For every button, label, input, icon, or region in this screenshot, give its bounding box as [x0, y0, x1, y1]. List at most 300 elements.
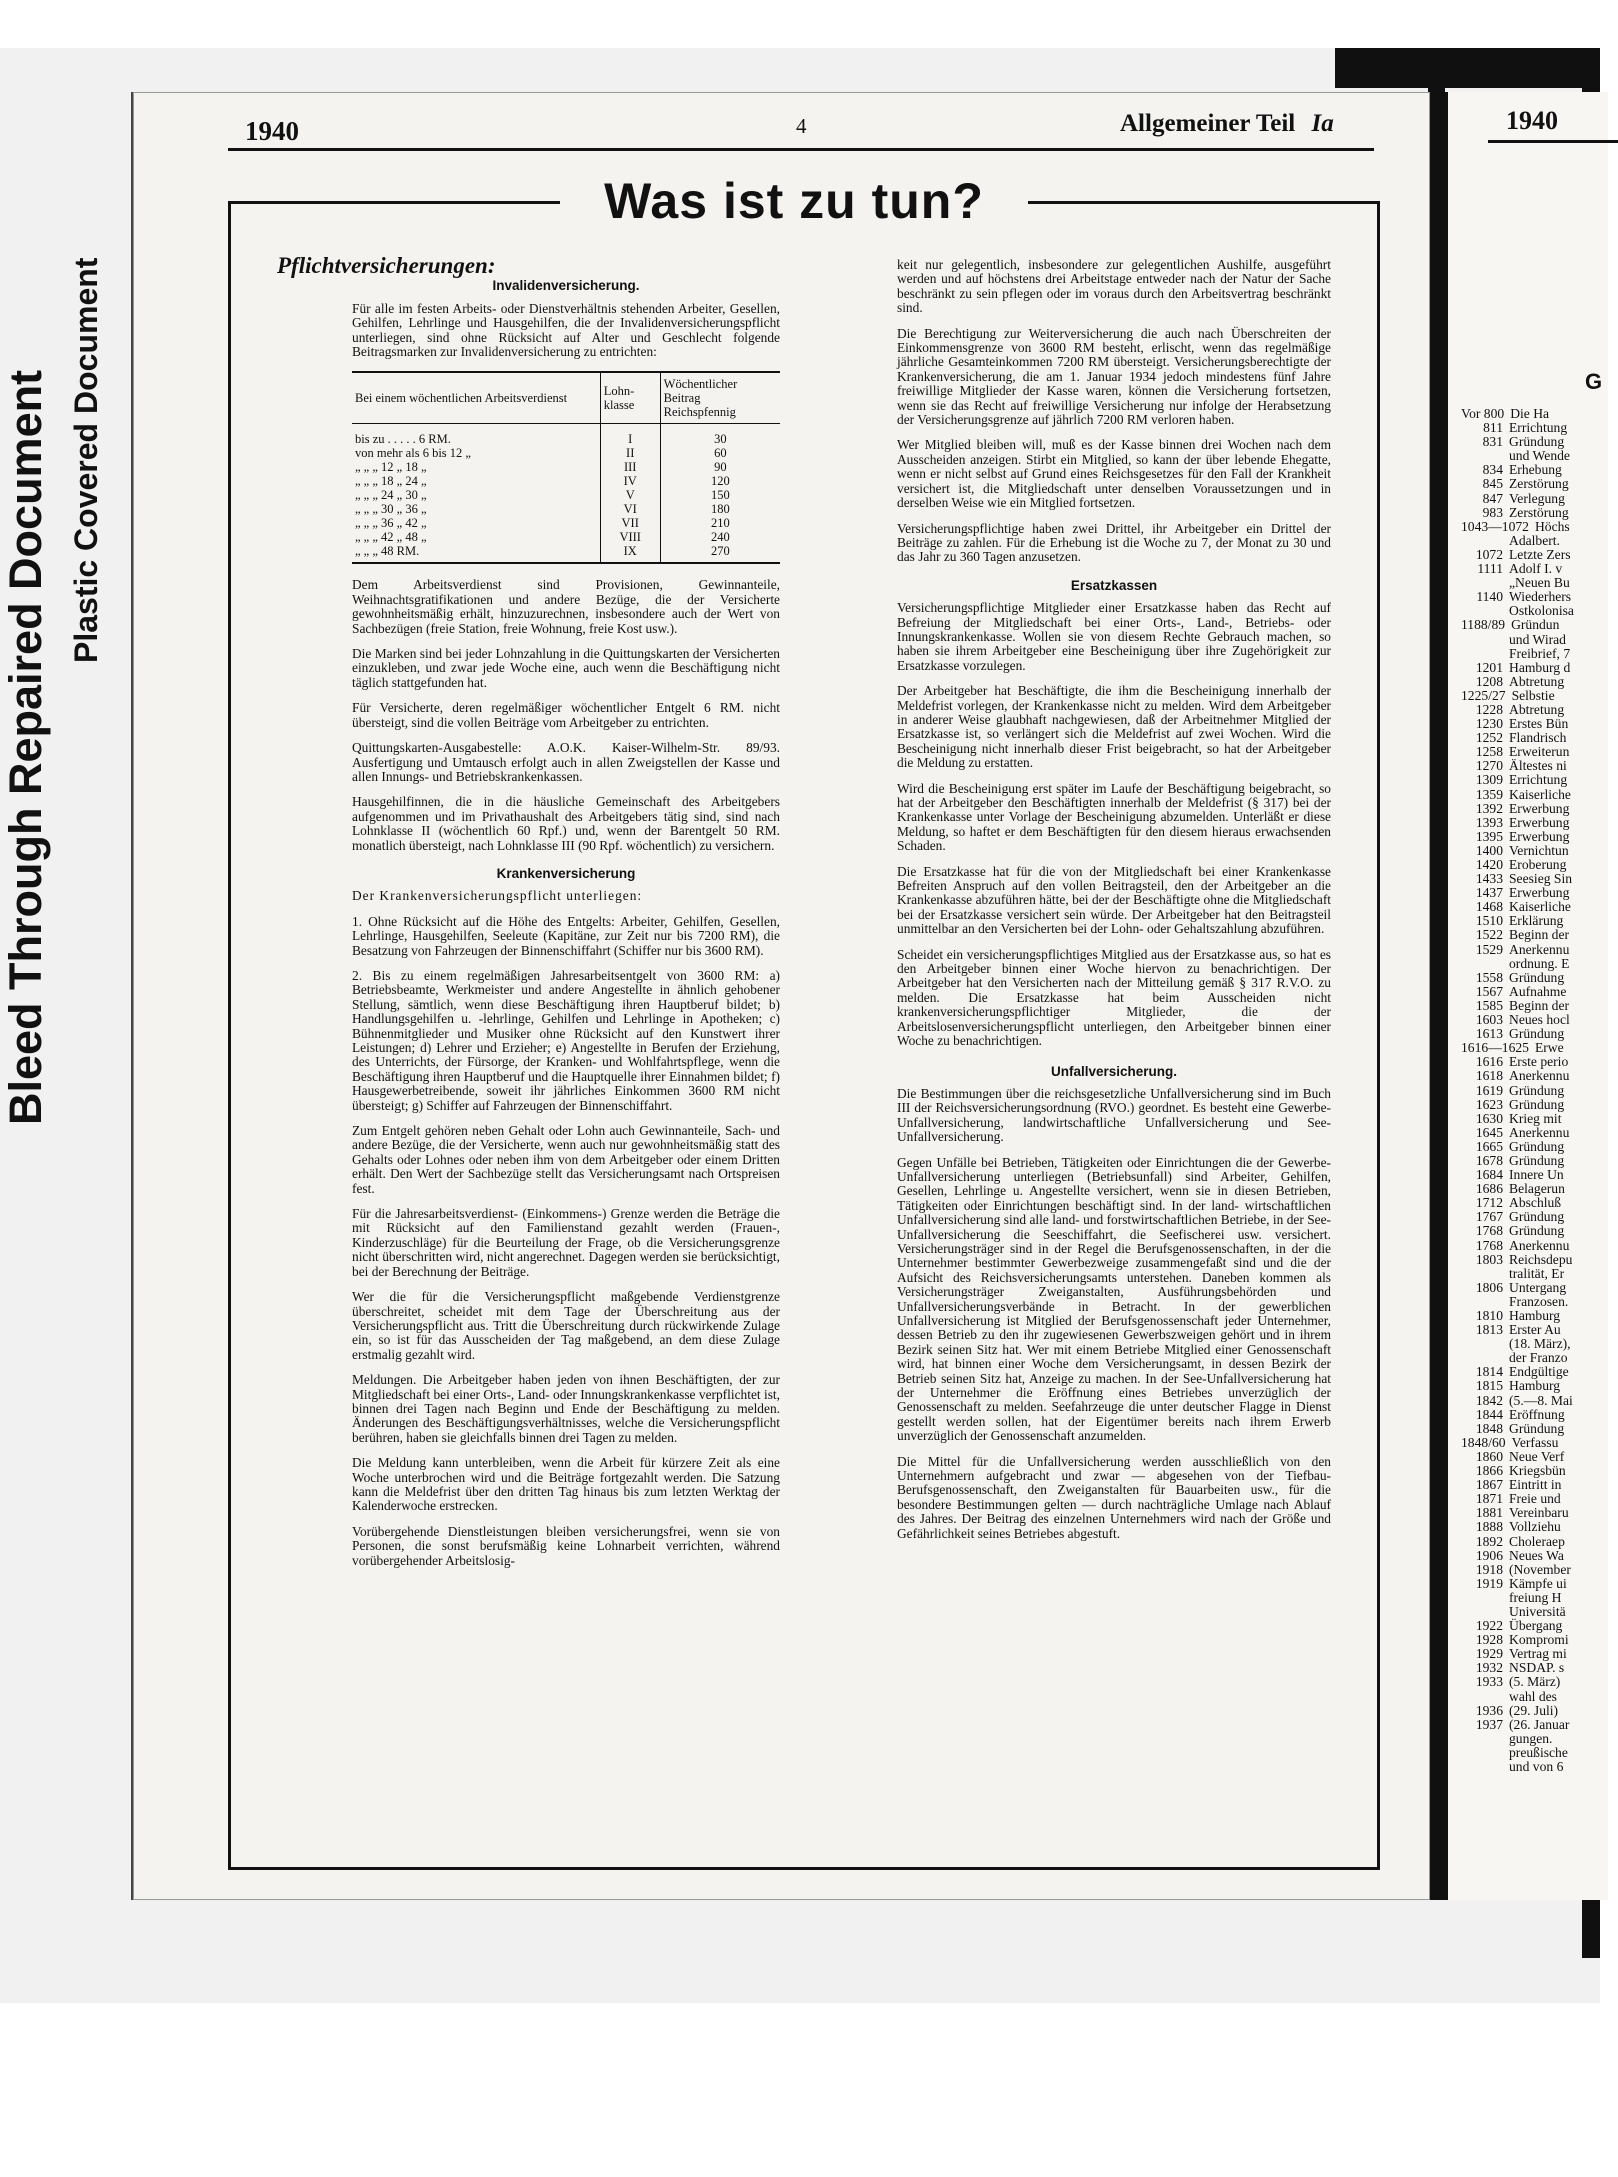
list-item-text: Kämpfe ui	[1509, 1575, 1567, 1591]
list-item-year: 1252	[1475, 730, 1503, 746]
list-item-text: Beginn der	[1509, 927, 1570, 943]
paragraph-mitglied: Wer Mitglied bleiben will, muß es der Kasse binnen drei Wochen nach dem Ausscheiden anzeigen. Stirbt ein Mitglied, so kann der über lebende Ehegatte, wenn er nicht selbst auf Grund eines Reichsgesetzes für den Fall der Krankheit versichert ist, die Mitgliedschaft unter denselben Voraussetzungen und in derselben Weise wie ein Mitglied fortsetzen.	[897, 437, 1331, 511]
list-item-text: Erweiterun	[1509, 744, 1570, 760]
subheading-unfall: Unfallversicherung.	[1050, 1063, 1178, 1079]
list-item	[1447, 407, 1574, 421]
list-item-year: 1810	[1475, 1308, 1503, 1323]
list-item-text: und Wende	[1509, 448, 1570, 464]
page-title: Was ist zu tun?	[560, 172, 1028, 230]
list-item	[1447, 759, 1574, 773]
header-section-title: Allgemeiner Teil	[1120, 110, 1296, 137]
list-item-year: 1585	[1475, 997, 1503, 1013]
list-item-year: 1309	[1475, 772, 1503, 788]
list-item	[1447, 985, 1574, 999]
list-item-text: Anerkennu	[1509, 1124, 1570, 1140]
list-item	[1447, 421, 1574, 435]
list-item	[1447, 1675, 1574, 1689]
list-item-year: 811	[1483, 420, 1503, 436]
table-cell-income: „ „ „ 18 „ 24 „	[355, 474, 427, 489]
paragraph-marken: Die Marken sind bei jeder Lohnzahlung in die Quittungskarten der Versicherten einzukleben, und zwar jede Woche eine, auch wenn die Beschäftigung nicht täglich stattgefunden hat.	[352, 646, 780, 690]
table-cell-income: von mehr als 6 bis 12 „	[355, 446, 471, 461]
table-cell-klasse: III	[600, 460, 660, 474]
list-item	[1447, 1140, 1574, 1154]
list-item-text: Vereinbaru	[1509, 1505, 1569, 1521]
list-item-year: 1892	[1475, 1533, 1503, 1549]
list-item-text: „Neuen Bu	[1509, 575, 1570, 591]
list-item	[1447, 1253, 1574, 1267]
list-item	[1447, 506, 1574, 520]
list-item	[1447, 1379, 1574, 1393]
table-cell-income: „ „ „ 48 RM.	[352, 544, 600, 563]
list-item	[1447, 435, 1574, 449]
list-item-text: Hamburg d	[1509, 659, 1571, 675]
header-rule	[228, 148, 1374, 151]
list-item-text: (18. März),	[1509, 1336, 1571, 1352]
bleed-through-label: Bleed Through Repaired Document	[0, 369, 51, 1125]
table-cell-beitrag: 150	[660, 488, 780, 502]
paragraph-kranken-meldungen: Meldungen. Die Arbeitgeber haben jeden von ihnen Beschäftigten, der zur Mitgliedschaft bei einer Orts-, Land- oder Innungskrankenkasse verpflichtet ist, binnen drei Tagen nach Beginn und Ende der Beschäftigung zu melden. Änderungen des Beschäftigungsverhältnisses, welche die Versicherungspflicht berühren, haben sie gleichfalls binnen drei Tagen zu melden.	[352, 1372, 780, 1445]
table-cell-klasse: IV	[600, 474, 660, 488]
list-item-year: 1815	[1475, 1378, 1503, 1394]
list-item-text: Erwerbung	[1509, 814, 1570, 830]
list-item	[1447, 830, 1574, 844]
list-item	[1447, 971, 1574, 985]
list-item	[1447, 1196, 1574, 1210]
list-item-year: 1888	[1475, 1519, 1503, 1535]
list-item-year: 1881	[1475, 1505, 1503, 1521]
list-item-year: 1437	[1475, 885, 1503, 901]
subheading-kranken: Krankenversicherung	[496, 865, 636, 881]
paragraph-ersatz-3: Wird die Bescheinigung erst später im Laufe der Beschäftigung beigebracht, so hat der Arbeitgeber den Beschäftigten innerhalb der Meldefrist (§ 317) bei der Krankenkasse unter Vorlage der Bescheinigung abzumelden. Unterläßt er diese Meldung, so haftet er dem Beschäftigten für den diesem hieraus erwachsenden Schaden.	[897, 780, 1331, 854]
list-item-year: 1529	[1475, 941, 1503, 957]
list-item-year: 1767	[1475, 1209, 1503, 1225]
list-item	[1447, 463, 1574, 477]
list-item-year: 1392	[1475, 800, 1503, 816]
list-item-year: 847	[1482, 490, 1503, 506]
list-item	[1447, 1267, 1574, 1281]
list-item-text: Vollziehu	[1509, 1519, 1561, 1535]
list-item-text: Verfassu	[1511, 1434, 1559, 1450]
header-page-number: 4	[796, 114, 807, 138]
list-item-text: tralität, Er	[1509, 1265, 1565, 1281]
list-item	[1447, 449, 1574, 463]
table-cell-beitrag: 270	[660, 544, 780, 563]
paragraph-ersatz-5: Scheidet ein versicherungspflichtiges Mitglied aus der Ersatzkasse aus, so hat es den Arbeitgeber binnen einer Woche hiervon zu benachrichtigen. Der Arbeitgeber hat den Versicherten nach der Mitteilung gemäß § 317 R.V.O. zu melden. Die Ersatzkasse hat beim Ausscheiden nicht krankenversicherungspflichtiger Mitglieder, die der Arbeitslosenversicherungspflicht unterliegen, den Arbeitgeber binnen einer Woche zu benachrichtigen.	[897, 946, 1331, 1049]
list-item-text: Hamburg	[1509, 1308, 1561, 1323]
list-item-text: Neues hocl	[1509, 1012, 1570, 1028]
list-item	[1447, 886, 1574, 900]
list-item	[1447, 1182, 1574, 1196]
paragraph-ausgabestelle: Quittungskarten-Ausgabestelle: A.O.K. Kaiser-Wilhelm-Str. 89/93. Ausfertigung und Umtausch erfolgt auch in allen Zweigstellen der Kasse und allen Innungs- und Betriebskrankenkassen.	[352, 740, 780, 784]
table-cell-klasse: II	[600, 446, 660, 460]
list-item-text: (26. Januar	[1509, 1716, 1570, 1732]
list-item	[1447, 1295, 1574, 1309]
list-item-year: 1558	[1475, 969, 1503, 985]
list-item	[1447, 1069, 1574, 1083]
paragraph-invaliden-intro: Für alle im festen Arbeits- oder Dienstverhältnis stehenden Arbeiter, Gesellen, Gehilfen, Lehrlinge und Hausgehilfen, die der Invalidenversicherungspflicht unterliegen, sind ohne Rücksicht auf Alter und Geschlecht folgende Beitragsmarken zur Invalidenversicherung zu entrichten:	[352, 300, 780, 360]
list-item	[1447, 590, 1574, 604]
paragraph-unfall-3: Die Mittel für die Unfallversicherung werden ausschließlich von den Unternehmern aufgebracht und zwar — abgesehen von der Tiefbau-Berufsgenossenschaft, den Zweiganstalten für Bauarbeiten usw., für die besondere Bestimmungen gelten — durch nachträgliche Umlage nach Ablauf des Jahres. Der Beitrag des einzelnen Unternehmers wird nach der Größe und Gefährlichkeit seines Betriebes abgestuft.	[897, 1453, 1331, 1541]
list-item	[1447, 1732, 1574, 1746]
list-item-text: Erstes Bün	[1509, 716, 1569, 732]
left-column	[277, 253, 780, 1579]
list-item	[1447, 477, 1574, 491]
list-item-text: (5. März)	[1509, 1674, 1561, 1690]
list-item-text: (29. Juli)	[1509, 1702, 1559, 1718]
section-heading-pflicht: Pflichtversicherungen:	[277, 253, 496, 278]
adjacent-page-rule	[1488, 140, 1618, 143]
list-item-text: Gründung	[1509, 1209, 1565, 1225]
table-cell-beitrag: 240	[660, 530, 780, 544]
list-item	[1447, 703, 1574, 717]
list-item	[1447, 1760, 1574, 1774]
list-item-text: Krieg mit	[1509, 1110, 1562, 1126]
table-header-lohnklasse: Lohn-klasse	[600, 372, 660, 424]
list-item-text: (5.—8. Mai	[1509, 1392, 1573, 1408]
list-item	[1447, 1661, 1574, 1675]
list-item	[1447, 1168, 1574, 1182]
list-item-text: der Franzo	[1509, 1350, 1568, 1366]
list-item	[1447, 731, 1574, 745]
list-item-year: 1936	[1475, 1702, 1503, 1718]
subheading-ersatzkassen: Ersatzkassen	[1070, 577, 1158, 593]
list-item-text: Verlegung	[1509, 490, 1565, 506]
list-item	[1447, 1112, 1574, 1126]
list-item-text: Errichtung	[1509, 420, 1568, 436]
list-item	[1447, 1309, 1574, 1323]
list-item-year: 1918	[1475, 1561, 1503, 1577]
table-cell-beitrag: 60	[660, 446, 780, 460]
list-item	[1447, 1563, 1574, 1577]
list-item-text: Belagerun	[1509, 1181, 1565, 1197]
list-item	[1447, 1746, 1574, 1760]
list-item	[1447, 1605, 1574, 1619]
list-item	[1447, 1464, 1574, 1478]
paragraph-kranken-intro: Der Krankenversicherungspflicht unterliegen:	[352, 888, 643, 904]
list-item-year: 1072	[1475, 546, 1503, 562]
list-item	[1447, 604, 1574, 618]
table-cell-income: „ „ „ 30 „ 36 „	[355, 502, 427, 517]
table-row	[352, 424, 780, 447]
table-row	[352, 488, 780, 502]
paragraph-kranken-1: 1. Ohne Rücksicht auf die Höhe des Entgelts: Arbeiter, Gehilfen, Gesellen, Lehrlinge, Hausgehilfen, Seeleute (Kapitäne, zur Zeit nur bis 7200 RM), die Besatzung von Fahrzeugen der Binnenschiffahrt (Schiffer nur bis 3600 RM).	[352, 913, 780, 958]
list-item-text: Erster Au	[1509, 1322, 1561, 1338]
list-item-year: 1842	[1475, 1392, 1503, 1408]
list-item-year: 1665	[1475, 1138, 1503, 1154]
list-item-text: Vernichtun	[1509, 842, 1569, 858]
list-item-year: 1712	[1475, 1195, 1503, 1211]
list-item-text: Erklärung	[1509, 913, 1564, 929]
table-cell-klasse: I	[600, 424, 660, 447]
list-item-text: wahl des	[1509, 1688, 1557, 1704]
list-item	[1447, 520, 1574, 534]
adjacent-page-letter: G	[1585, 369, 1603, 394]
list-item-text: Choleraep	[1509, 1533, 1565, 1549]
list-item-text: Freibrief, 7	[1509, 645, 1571, 661]
list-item-year: 1806	[1475, 1279, 1503, 1295]
list-item	[1447, 1408, 1574, 1422]
list-item-text: (November	[1509, 1561, 1571, 1577]
list-item-year: 1919	[1475, 1575, 1503, 1591]
list-item-year: 1623	[1475, 1096, 1503, 1112]
list-item	[1447, 661, 1574, 675]
list-item-text: Die Ha	[1510, 406, 1550, 421]
list-item	[1447, 647, 1574, 661]
list-item	[1447, 1027, 1574, 1041]
list-item-text: und von 6	[1509, 1759, 1564, 1774]
list-item-text: preußische	[1509, 1744, 1568, 1760]
list-item-year: 1208	[1475, 673, 1503, 689]
table-row	[352, 516, 780, 530]
list-item-year: 983	[1482, 504, 1503, 520]
list-item-year: 1225/27	[1461, 687, 1506, 703]
list-item-text: Kaiserliche	[1509, 786, 1571, 802]
list-item-year: 1848/60	[1461, 1434, 1506, 1450]
list-item	[1447, 1422, 1574, 1436]
list-item	[1447, 1013, 1574, 1027]
list-item	[1447, 689, 1574, 703]
list-item	[1447, 1239, 1574, 1253]
paragraph-hausgehilfinnen: Hausgehilfinnen, die in die häusliche Gemeinschaft des Arbeitgebers aufgenommen und im Privathaushalt des Arbeitgebers tätig sind, sind nach Lohnklasse II (wöchentlich 60 Rpf.) und, wenn der Barentgelt 50 RM. monatlich übersteigt, nach Lohnklasse III (90 Rpf. wöchentlich) zu versichern.	[352, 794, 780, 853]
list-item-year: 1140	[1476, 589, 1503, 605]
table-cell-beitrag: 120	[660, 474, 780, 488]
list-item-year: 1933	[1475, 1674, 1503, 1690]
list-item-text: Errichtung	[1509, 772, 1568, 788]
list-item-text: Gründun	[1511, 617, 1560, 633]
list-item	[1447, 1619, 1574, 1633]
list-item-text: Innere Un	[1509, 1167, 1564, 1183]
list-item-text: Anerkennu	[1509, 941, 1570, 957]
adjacent-chronology-list	[1447, 407, 1574, 1774]
list-item-year: 1613	[1475, 1026, 1503, 1042]
paragraph-aushilfe: keit nur gelegentlich, insbesondere zur gelegentlichen Aushilfe, ausgeführt werden und auf höchstens drei Arbeitstage entweder nach der Natur der Sache beschränkt zu sein pflegen oder im voraus durch den Arbeitsvertrag beschränkt sind.	[897, 257, 1331, 316]
list-item	[1447, 1577, 1574, 1591]
paragraph-weiterversicherung: Die Berechtigung zur Weiterversicherung die auch nach Überschreiten der Einkommensgrenze von 3600 RM besteht, erlischt, wenn das regelmäßige jährliche Gesamteinkommen 7200 RM übersteigt. Versicherungsberechtigte der Krankenversicherung, die am 1. Januar 1934 jedoch mindestens fünf Jahre freiwillige Mitglieder der Kasse waren, können die Versicherung fortsetzen, wenn sie das Recht auf freiwillige Versicherung nur infolge der Herabsetzung der Versicherungsgrenze auf jährlich 7200 RM verloren haben.	[897, 325, 1331, 428]
list-item-text: und Wirad	[1509, 631, 1566, 647]
list-item-text: Neue Verf	[1509, 1448, 1565, 1464]
paragraph-kranken-meldung: Die Meldung kann unterbleiben, wenn die Arbeit für kürzere Zeit als eine Woche unterbrochen wird und die Beiträge fortgezahlt werden. Die Satzung kann die Meldefrist über den dritten Tag hinaus bis zum letzten Werktag der Kalenderwoche erstrecken.	[352, 1455, 780, 1514]
list-item-year: 1603	[1475, 1012, 1503, 1028]
list-item	[1447, 802, 1574, 816]
paragraph-ersatz-1: Versicherungspflichtige Mitglieder einer Ersatzkasse haben das Recht auf Befreiung der Mitgliedschaft bei einer Orts-, Land-, Betriebs- oder Innungskrankenkasse. Wollen sie von diesem Rechte Gebrauch machen, so haben sie ihrem Arbeitgeber eine Bescheinigung über ihre Zugehörigkeit zur Ersatzkasse vorzulegen.	[897, 600, 1331, 673]
list-item-text: Universitä	[1509, 1603, 1566, 1619]
list-item-year: 1929	[1475, 1646, 1503, 1662]
list-item	[1447, 1492, 1574, 1506]
table-cell-income: „ „ „ 24 „ 30 „	[355, 488, 427, 503]
list-item	[1447, 844, 1574, 858]
list-item-text: Gründung	[1509, 1223, 1565, 1239]
list-item-text: Neues Wa	[1509, 1547, 1564, 1563]
list-item-year: 1867	[1475, 1477, 1503, 1493]
list-item-text: Erwerbung	[1509, 800, 1570, 816]
paragraph-unfall-1: Die Bestimmungen über die reichsgesetzliche Unfallversicherung sind im Buch III der Reichsversicherungsordnung (RVO.) geordnet. Es besteht eine Gewerbe-Unfallversicherung, landwirtschaftliche Unfallversicherung und See-Unfallversicherung.	[897, 1085, 1331, 1145]
list-item	[1447, 562, 1574, 576]
right-column	[897, 258, 1331, 1552]
list-item	[1447, 534, 1574, 548]
list-item-year: 1393	[1475, 814, 1503, 830]
list-item	[1447, 1647, 1574, 1661]
list-item-text: Untergang	[1509, 1279, 1567, 1295]
list-item-text: Beginn der	[1509, 997, 1570, 1013]
list-item	[1447, 1041, 1574, 1055]
list-item	[1447, 1323, 1574, 1337]
list-item-year: 1684	[1475, 1167, 1503, 1183]
list-item-year: 1359	[1475, 786, 1503, 802]
list-item-text: Gründung	[1509, 1152, 1565, 1168]
list-item	[1447, 1351, 1574, 1365]
list-item-year: 1111	[1477, 561, 1503, 577]
list-item-year: 1860	[1475, 1448, 1503, 1464]
list-item-year: 1043—1072	[1461, 518, 1529, 534]
table-header-beitrag-unit: Reichspfennig	[663, 405, 736, 420]
list-item-year: 1258	[1475, 744, 1503, 760]
list-item	[1447, 957, 1574, 971]
list-item-text: Adolf I. v	[1509, 561, 1563, 577]
list-item	[1447, 1450, 1574, 1464]
list-item-year: 1618	[1475, 1068, 1503, 1084]
list-item-text: Vertrag mi	[1509, 1646, 1567, 1662]
scan-edge-gutter	[1428, 48, 1445, 1900]
list-item-text: Endgültige	[1509, 1364, 1569, 1380]
list-item-year: 1848	[1475, 1420, 1503, 1436]
list-item-text: Letzte Zers	[1509, 546, 1571, 562]
list-item-text: Zerstörung	[1509, 504, 1569, 520]
list-item-text: Wiederhers	[1509, 589, 1572, 605]
table-row	[352, 474, 780, 488]
list-item-year: 1468	[1475, 899, 1503, 915]
list-item-year: 1768	[1475, 1237, 1503, 1253]
plastic-covered-label: Plastic Covered Document	[68, 257, 104, 663]
list-item	[1447, 548, 1574, 562]
list-item-text: ordnung. E	[1509, 955, 1570, 971]
list-item-text: Anerkennu	[1509, 1068, 1570, 1084]
list-item-text: Kaiserliche	[1509, 899, 1571, 915]
table-row	[352, 460, 780, 474]
list-item-year: 1400	[1475, 842, 1503, 858]
list-item-year: 1619	[1475, 1082, 1503, 1098]
list-item	[1447, 492, 1574, 506]
table-cell-beitrag: 210	[660, 516, 780, 530]
paragraph-versicherte: Für Versicherte, deren regelmäßiger wöchentlicher Entgelt 6 RM. nicht übersteigt, sind die vollen Beiträge vom Arbeitgeber zu entrichten.	[352, 700, 780, 730]
list-item-year: 1645	[1475, 1124, 1503, 1140]
paragraph-unfall-2: Gegen Unfälle bei Betrieben, Tätigkeiten oder Einrichtungen die der Gewerbe-Unfallversicherung unterliegen (Betriebsunfall) sind Arbeiter, Gehilfen, Gesellen, Lehrlinge u. Angestellte versichert, wenn sie in diesen Betrieben, Tätigkeiten oder Einrichtungen beschäftigt sind. In der land- wirtschaftlichen Unfallversicherung sind alle land- und forstwirtschaftlichen Betriebe, in der See-Unfallversicherung die Seeschiffahrt, die Seefischerei usw. versichert. Versicherungsträger sind in der Regel die Berufsgenossenschaften, in der die Unternehmer bestimmter Gewerbezweige zusammengefaßt sind und die der Aufsicht des Reichsversicherungsamts unterstehen. Daneben kommen als Versicherungsträger Zweiganstalten, Ausführungsbehörden und Unfallversicherungsverbände in Betracht. In der gewerblichen Unfallversicherung ist Mitglied der Berufsgenossenschaft jeder Unternehmer, dessen Betrieb zu den ihr zugewiesenen Gewerbszweigen gehört und in ihrem Bezirk seinen Sitz hat. Wer mit einem Betriebe Mitglied einer Genossenschaft wird, hat binnen einer Woche dem Versicherungsamt, in dessen Bezirk der Betrieb seinen Sitz hat, Anzeige zu machen. In der See-Unfallversicherung hat der Unternehmer die Eröffnung eines Betriebes unverzüglich der Genossenschaft zu melden. Seefahrzeuge die unter deutscher Flagge in Dienst gestellt werden sollen, hat der Eigentümer bereits nach ihrem Erwerb unverzüglich der Genossenschaft anzumelden.	[897, 1154, 1331, 1444]
table-cell-klasse: VI	[600, 502, 660, 516]
list-item-text: Flandrisch	[1509, 730, 1567, 746]
list-item-text: Übergang	[1509, 1618, 1563, 1634]
list-item	[1447, 1535, 1574, 1549]
list-item-year: 1510	[1475, 913, 1503, 929]
list-item	[1447, 1549, 1574, 1563]
list-item	[1447, 999, 1574, 1013]
table-cell-klasse: V	[600, 488, 660, 502]
list-item	[1447, 1126, 1574, 1140]
list-item-text: Erhebung	[1509, 462, 1562, 478]
table-cell-income: „ „ „ 36 „ 42 „	[355, 516, 427, 531]
list-item-text: Ostkolonisa	[1509, 603, 1574, 619]
list-item-text: Adalbert.	[1509, 532, 1560, 548]
list-item-text: Gründung	[1509, 1026, 1565, 1042]
list-item-text: Anerkennu	[1509, 1237, 1570, 1253]
list-item	[1447, 1633, 1574, 1647]
subheading-invaliden: Invalidenversicherung.	[492, 278, 640, 294]
list-item-text: Eintritt in	[1509, 1477, 1562, 1493]
header-section-suffix: Ia	[1311, 110, 1334, 137]
list-item-text: Abtretung	[1509, 673, 1565, 689]
list-item-year: 1866	[1475, 1463, 1503, 1479]
list-item-text: Gründung	[1509, 1096, 1565, 1112]
list-item-year: 1871	[1475, 1491, 1503, 1507]
list-item-year: 1522	[1475, 927, 1503, 943]
list-item-text: Erwe	[1534, 1040, 1564, 1056]
table-cell-beitrag: 180	[660, 502, 780, 516]
list-item-text: Eröffnung	[1509, 1406, 1565, 1422]
list-item	[1447, 858, 1574, 872]
list-item	[1447, 1281, 1574, 1295]
table-cell-klasse: VIII	[600, 530, 660, 544]
table-cell-income: bis zu . . . . . 6 RM.	[355, 432, 451, 447]
table-row	[352, 502, 780, 516]
header-section	[1120, 110, 1334, 138]
list-item	[1447, 1718, 1574, 1732]
list-item-text: Gründung	[1509, 969, 1565, 985]
list-item-text: Erste perio	[1509, 1054, 1569, 1070]
list-item-year: 1678	[1475, 1152, 1503, 1168]
list-item	[1447, 633, 1574, 647]
list-item-text: Höchs	[1534, 518, 1570, 534]
list-item-text: Kriegsbün	[1509, 1463, 1566, 1479]
table-header-beitrag	[660, 372, 780, 424]
list-item-year: 1922	[1475, 1618, 1503, 1634]
list-item-year: 1433	[1475, 871, 1503, 887]
list-item	[1447, 1704, 1574, 1718]
table-cell-income: „ „ „ 12 „ 18 „	[355, 460, 427, 475]
table-header-verdienst: Bei einem wöchentlichen Arbeitsverdienst	[352, 372, 600, 424]
list-item-text: Abschluß	[1509, 1195, 1562, 1211]
list-item-year: 1686	[1475, 1181, 1503, 1197]
paragraph-beitragsanteile: Versicherungspflichtige haben zwei Drittel, ihr Arbeitgeber ein Drittel der Beiträge zu zahlen. Für die Erhebung ist die Woche zu 7, der Monat zu 30 und das Jahr zu 360 Tagen anzusetzen.	[897, 520, 1331, 565]
list-item-year: 1395	[1475, 828, 1503, 844]
list-item-text: Gründung	[1509, 434, 1565, 450]
list-item	[1447, 816, 1574, 830]
list-item-year: 1814	[1475, 1364, 1503, 1380]
list-item	[1447, 943, 1574, 957]
paragraph-kranken-ueberschreitung: Wer die für die Versicherungspflicht maßgebende Verdienstgrenze überschreitet, scheidet mit dem Tage der Überschreitung aus der Versicherungspflicht aus. Tritt die Überschreitung durch rückwirkende Zulage ein, so ist für das Ausscheiden der Tag maßgebend, an dem diese Zulage erstmalig gezahlt wird.	[352, 1289, 780, 1362]
list-item	[1447, 928, 1574, 942]
list-item-text: Ältestes ni	[1509, 758, 1567, 774]
table-row	[352, 544, 780, 563]
list-item-text: gungen.	[1509, 1730, 1553, 1746]
header-year: 1940	[245, 116, 299, 146]
list-item	[1447, 773, 1574, 787]
list-item	[1447, 1337, 1574, 1351]
list-item-year: 1228	[1475, 701, 1503, 717]
list-item	[1447, 1394, 1574, 1408]
list-item-year: 845	[1482, 476, 1503, 492]
list-item	[1447, 914, 1574, 928]
list-item-text: Franzosen.	[1509, 1293, 1569, 1309]
list-item-year: 1270	[1475, 758, 1503, 774]
list-item-year: 1844	[1475, 1406, 1503, 1422]
list-item	[1447, 872, 1574, 886]
list-item-year: 1928	[1475, 1632, 1503, 1648]
list-item-text: Gründung	[1509, 1082, 1565, 1098]
list-item-year: 1803	[1475, 1251, 1503, 1267]
list-item-year: 1201	[1475, 659, 1503, 675]
list-item-year: 1937	[1475, 1716, 1503, 1732]
adjacent-page-year: 1940	[1506, 106, 1558, 135]
list-item-year: 1813	[1475, 1322, 1503, 1338]
adjacent-page	[1445, 92, 1608, 1900]
